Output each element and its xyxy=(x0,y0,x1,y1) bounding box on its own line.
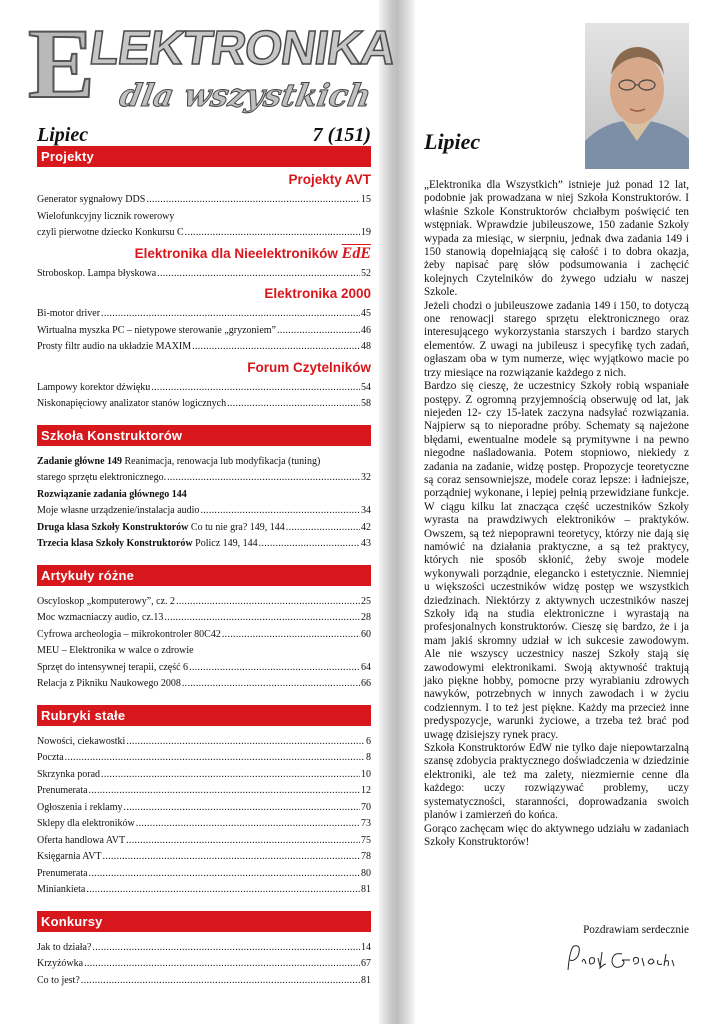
toc-entry[interactable] xyxy=(37,380,371,397)
logo-word: LEKTRONIKA xyxy=(86,22,399,75)
entry-page: 6 xyxy=(366,735,371,747)
entry-text: Sklepy dla elektroników xyxy=(37,818,135,829)
toc-entry[interactable] xyxy=(37,454,371,471)
spacer xyxy=(37,446,371,454)
spacer xyxy=(37,726,371,734)
toc-issue-number: 7 (151) xyxy=(312,124,371,146)
dot-leader xyxy=(192,339,360,356)
dot-leader xyxy=(151,380,360,397)
dot-leader xyxy=(167,470,360,487)
entry-text: Stroboskop. Lampa błyskowa xyxy=(37,267,157,279)
dot-leader xyxy=(126,833,360,850)
entry-page: 32 xyxy=(361,472,371,483)
entry-page: 67 xyxy=(361,958,371,969)
editorial-title: Lipiec xyxy=(424,129,481,154)
entry-page: 19 xyxy=(361,227,371,238)
entry-text: Moc wzmacniaczy audio, cz.13 xyxy=(37,612,164,623)
dot-leader xyxy=(136,816,360,833)
toc-entry[interactable] xyxy=(37,503,371,520)
entry-text: MEU – Elektronika w walce o zdrowie xyxy=(37,645,194,656)
subsection-header: Forum Czytelników xyxy=(247,359,371,375)
dot-leader xyxy=(92,940,360,957)
entry-bold: Zadanie główne 149 xyxy=(37,455,123,467)
dot-leader xyxy=(101,767,360,784)
entry-text: Bi-motor driver xyxy=(37,308,101,319)
toc-month: Lipiec xyxy=(37,124,89,146)
subsection-header: Projekty AVT xyxy=(288,172,371,187)
dot-leader xyxy=(189,660,360,677)
toc-entry[interactable] xyxy=(37,643,371,660)
toc-entry[interactable] xyxy=(37,849,371,866)
logo-subtitle: dla wszystkich xyxy=(116,78,374,114)
dot-leader xyxy=(103,849,360,866)
entry-text: czyli pierwotne dziecko Konkursu C xyxy=(37,227,184,238)
dot-leader xyxy=(65,750,365,767)
toc-entry[interactable] xyxy=(37,627,371,644)
toc-entry[interactable] xyxy=(37,536,371,553)
entry-text: Nowości, ciekawostki xyxy=(37,735,126,747)
dot-leader xyxy=(89,866,360,883)
entry-text: Ogłoszenia i reklamy xyxy=(37,801,123,813)
editorial-paragraph: Jeżeli chodzi o jubileuszowe zadania 149 i 150, to dotyczą one renowacji starego sprzętu elektronicznego oraz interesującego wykorzystania starszych i bardzo starych elementów. Z uwagi na jubileusz i specyfikę tych zadań, ogłaszam oba w tym numerze, więc wyjątkowo macie po trzy miesiące na rozwiązanie każdego z nich. xyxy=(424,299,689,379)
editorial-paragraph: „Elektronika dla Wszystkich” istnieje już ponad 12 lat, podobnie jak prowadzana w niej Szkoła Konstruktorów. I właśnie Szkole Konstruktorów chciałbym poświęcić ten wstępniak. Wprawdzie jubileuszowe, 150 zadanie Szkoły wypada za miesiąc, w sierpniu, jednak dwa zadania 149 i 150 stanowią dopełniającą się całość i to dobra okazja, żeby napisać parę słów podsumowania i zachęcić kolejnych Czytelników do żywego udziału w naszej Szkole. xyxy=(424,179,689,299)
dot-leader xyxy=(182,676,360,693)
entry-page: 81 xyxy=(361,884,371,895)
toc-entry[interactable] xyxy=(37,192,371,209)
toc-entry[interactable] xyxy=(37,306,371,323)
table-of-contents xyxy=(37,124,371,989)
dot-leader xyxy=(200,503,360,520)
dot-leader xyxy=(185,225,360,242)
toc-entry[interactable] xyxy=(37,750,371,767)
editorial-closing: Pozdrawiam serdecznie xyxy=(583,924,689,936)
entry-text: Co to jest? xyxy=(37,974,80,986)
dot-leader xyxy=(84,956,360,973)
toc-entry[interactable] xyxy=(37,800,371,817)
toc-entry[interactable] xyxy=(37,833,371,850)
editorial-paragraph: Szkoła Konstruktorów EdW nie tylko daje niepowtarzalną szansę zdobycia praktycznego doświadczenia w dziedzinie elektroniki, ale też ma zalety, niezmiernie cenne dla każdego: uczy rozwiązywać problemy, uczy systematyczności, staranności, doprowadzania swoich planów i zamierzeń do końca. xyxy=(424,742,689,822)
entry-page: 64 xyxy=(361,661,371,673)
toc-entry[interactable] xyxy=(37,396,371,413)
editorial-text xyxy=(424,179,689,849)
entry-text: Jak to działa? xyxy=(37,941,92,953)
entry-text: Lampowy korektor dźwięku xyxy=(37,381,151,393)
entry-page: 66 xyxy=(361,678,371,689)
entry-page: 60 xyxy=(361,628,371,640)
toc-entry[interactable] xyxy=(37,882,371,899)
entry-page: 78 xyxy=(361,851,371,862)
dot-leader xyxy=(157,266,360,283)
dot-leader xyxy=(222,627,360,644)
entry-text: Prenumerata xyxy=(37,867,88,879)
toc-entry[interactable] xyxy=(37,339,371,356)
entry-text: Co tu nie gra? 149, 144 xyxy=(188,521,285,533)
entry-page: 48 xyxy=(361,341,371,352)
entry-text: Niskonapięciowy analizator stanów logicznych xyxy=(37,398,227,409)
entry-text: Policz 149, 144 xyxy=(192,538,258,549)
entry-page: 8 xyxy=(366,752,371,763)
logo-initial: E xyxy=(28,8,93,119)
dot-leader xyxy=(277,323,360,340)
spacer xyxy=(37,413,371,425)
entry-page: 75 xyxy=(361,834,371,846)
dot-leader xyxy=(81,973,360,990)
toc-entry[interactable] xyxy=(37,594,371,611)
entry-text: Relacja z Pikniku Naukowego 2008 xyxy=(37,678,181,689)
entry-text: Moje własne urządzenie/instalacja audio xyxy=(37,505,200,516)
spacer xyxy=(37,932,371,940)
entry-text: Wirtualna myszka PC – nietypowe sterowanie „gryzoniem” xyxy=(37,324,276,336)
entry-page: 12 xyxy=(361,785,371,796)
entry-page: 52 xyxy=(361,267,371,279)
dot-leader xyxy=(227,396,360,413)
dot-leader xyxy=(126,734,365,751)
spacer xyxy=(37,586,371,594)
toc-entry[interactable] xyxy=(37,266,371,283)
dot-leader xyxy=(89,783,360,800)
toc-entry[interactable] xyxy=(37,610,371,627)
dot-leader xyxy=(259,536,360,553)
ede-logo: $\overline{EdE}$ xyxy=(341,244,371,262)
entry-text: Miniankieta xyxy=(37,884,86,895)
entry-page: 42 xyxy=(361,521,371,533)
entry-text: Krzyżówka xyxy=(37,958,84,969)
entry-bold: Druga klasa Szkoły Konstruktorów xyxy=(37,521,189,533)
editorial-paragraph: Bardzo się cieszę, że uczestnicy Szkoły robią wspaniałe postępy. Z ogromną przyjemnością obserwuję od lat, jak niejeden 12- czy 15-latek zaczyna nadsyłać rozwiązania. Najpierw są to nieporadne próby. Schematy są najeżone błędami, ewentualne modele są prymitywne i na pewno niegodne naśladowania. Potem stopniowo, niekiedy z zadania na zadanie, widzę postęp. Propozycje teoretyczne są coraz sensowniejsze, modele coraz lepsze: i ładniejsze, porządniej wykonane, i lepiej pełnią przewidziane funkcje. W ciągu kilku lat znacząca część uczestników Szkoły wyrasta na prawdziwych elektroników – praktyków. Owszem, są też niepoprawni teoretycy, którzy nie dają się namówić na działania praktyczne, a są też praktycy, których nie sposób skłonić, żeby swoje modele wykonywali porządnie, elegancko i estetycznie. Niemniej u większości uczestników widzę postęp we wszystkich dziedzinach. Niektórzy z aktywnych uczestników naszej Szkoły idą na studia elektroniczne i wyrastają na profesjonalnych konstruktorów. Cieszę się bardzo, że i ja mam jakiś skromny udział w ich sukcesie zawodowym. Ale nie wszyscy uczestnicy naszej Szkoły stają się zawodowymi elektronikami. Swoją aktywność traktują jako piękne hobby, pomocne przy wyrabianiu zdrowych nawyków, potrzebnych w innych zawodach i w życiu codziennym. I to też jest piękne. Każdy ma przecież inne predyspozycje, warunki życiowe, a trzeba też brać pod uwagę dzisiejszy rynek pracy. xyxy=(424,380,689,741)
entry-page: 81 xyxy=(361,974,371,986)
dot-leader xyxy=(146,192,360,209)
entry-page: 28 xyxy=(361,612,371,623)
section-header: Projekty xyxy=(37,146,371,167)
entry-page: 34 xyxy=(361,505,371,516)
subsection-header: Elektronika dla Nieelektroników $\overline{EdE}$ xyxy=(134,244,371,262)
toc-entry[interactable] xyxy=(37,660,371,677)
magazine-logo xyxy=(28,8,399,123)
entry-bold: Trzecia klasa Szkoły Konstruktorów xyxy=(37,538,193,549)
entry-text: Reanimacja, renowacja lub modyfikacja (tuning) xyxy=(122,455,321,467)
toc-entry[interactable] xyxy=(37,866,371,883)
section-header: Rubryki stałe xyxy=(37,705,371,726)
toc-entry[interactable] xyxy=(37,816,371,833)
toc-entry[interactable] xyxy=(37,956,371,973)
toc-entry[interactable] xyxy=(37,973,371,990)
entry-text: Sprzęt do intensywnej terapii, część 6 xyxy=(37,661,189,673)
entry-page: 15 xyxy=(361,194,371,205)
dot-leader xyxy=(286,520,360,537)
toc-entry[interactable] xyxy=(37,783,371,800)
entry-page: 14 xyxy=(361,941,371,953)
entry-text: starego sprzętu elektronicznego. xyxy=(37,472,167,483)
dot-leader xyxy=(101,306,360,323)
entry-page: 58 xyxy=(361,398,371,409)
page-gutter xyxy=(379,0,415,1024)
toc-entry[interactable] xyxy=(37,940,371,957)
entry-text: Oscyloskop „komputerowy”, cz. 2 xyxy=(37,595,176,607)
entry-text: Generator sygnałowy DDS xyxy=(37,194,146,205)
toc-entry[interactable] xyxy=(37,487,371,504)
author-signature xyxy=(560,940,690,980)
entry-text: Prenumerata xyxy=(37,785,88,796)
toc-entry[interactable] xyxy=(37,470,371,487)
entry-text: Oferta handlowa AVT xyxy=(37,834,126,846)
entry-page: 80 xyxy=(361,867,371,879)
subsection-header: Elektronika 2000 xyxy=(264,286,371,301)
dot-leader xyxy=(124,800,360,817)
entry-text: Poczta xyxy=(37,752,64,763)
toc-entry[interactable] xyxy=(37,734,371,751)
dot-leader xyxy=(164,610,360,627)
dot-leader xyxy=(176,594,360,611)
entry-page: 46 xyxy=(361,324,371,336)
editorial-paragraph: Gorąco zachęcam więc do aktywnego udziału w zadaniach Szkoły Konstruktorów! xyxy=(424,822,689,848)
section-header: Szkoła Konstruktorów xyxy=(37,425,371,446)
entry-page: 43 xyxy=(361,538,371,549)
toc-entry[interactable] xyxy=(37,323,371,340)
entry-page: 25 xyxy=(361,595,371,607)
entry-text: Skrzynka porad xyxy=(37,768,101,780)
toc-entry[interactable] xyxy=(37,767,371,784)
spacer xyxy=(37,553,371,565)
toc-entry[interactable] xyxy=(37,676,371,693)
spacer xyxy=(37,693,371,705)
toc-entry[interactable] xyxy=(37,209,371,226)
entry-page: 70 xyxy=(361,801,371,813)
spacer xyxy=(37,899,371,911)
author-photo xyxy=(585,23,689,169)
entry-page: 45 xyxy=(361,308,371,319)
entry-page: 10 xyxy=(361,768,371,780)
entry-text: Cyfrowa archeologia – mikrokontroler 80C42 xyxy=(37,628,221,640)
toc-entry[interactable] xyxy=(37,520,371,537)
section-header: Artykuły różne xyxy=(37,565,371,586)
toc-entry[interactable] xyxy=(37,225,371,242)
entry-text: Księgarnia AVT xyxy=(37,851,102,862)
entry-page: 54 xyxy=(361,381,371,393)
entry-bold: Rozwiązanie zadania głównego 144 xyxy=(37,488,187,500)
entry-text: Prosty filtr audio na układzie MAXIM xyxy=(37,341,192,352)
toc-body xyxy=(37,146,371,989)
toc-header xyxy=(37,124,371,146)
entry-text: Wielofunkcyjny licznik rowerowy xyxy=(37,210,175,222)
section-header: Konkursy xyxy=(37,911,371,932)
dot-leader xyxy=(86,882,360,899)
entry-page: 73 xyxy=(361,818,371,829)
